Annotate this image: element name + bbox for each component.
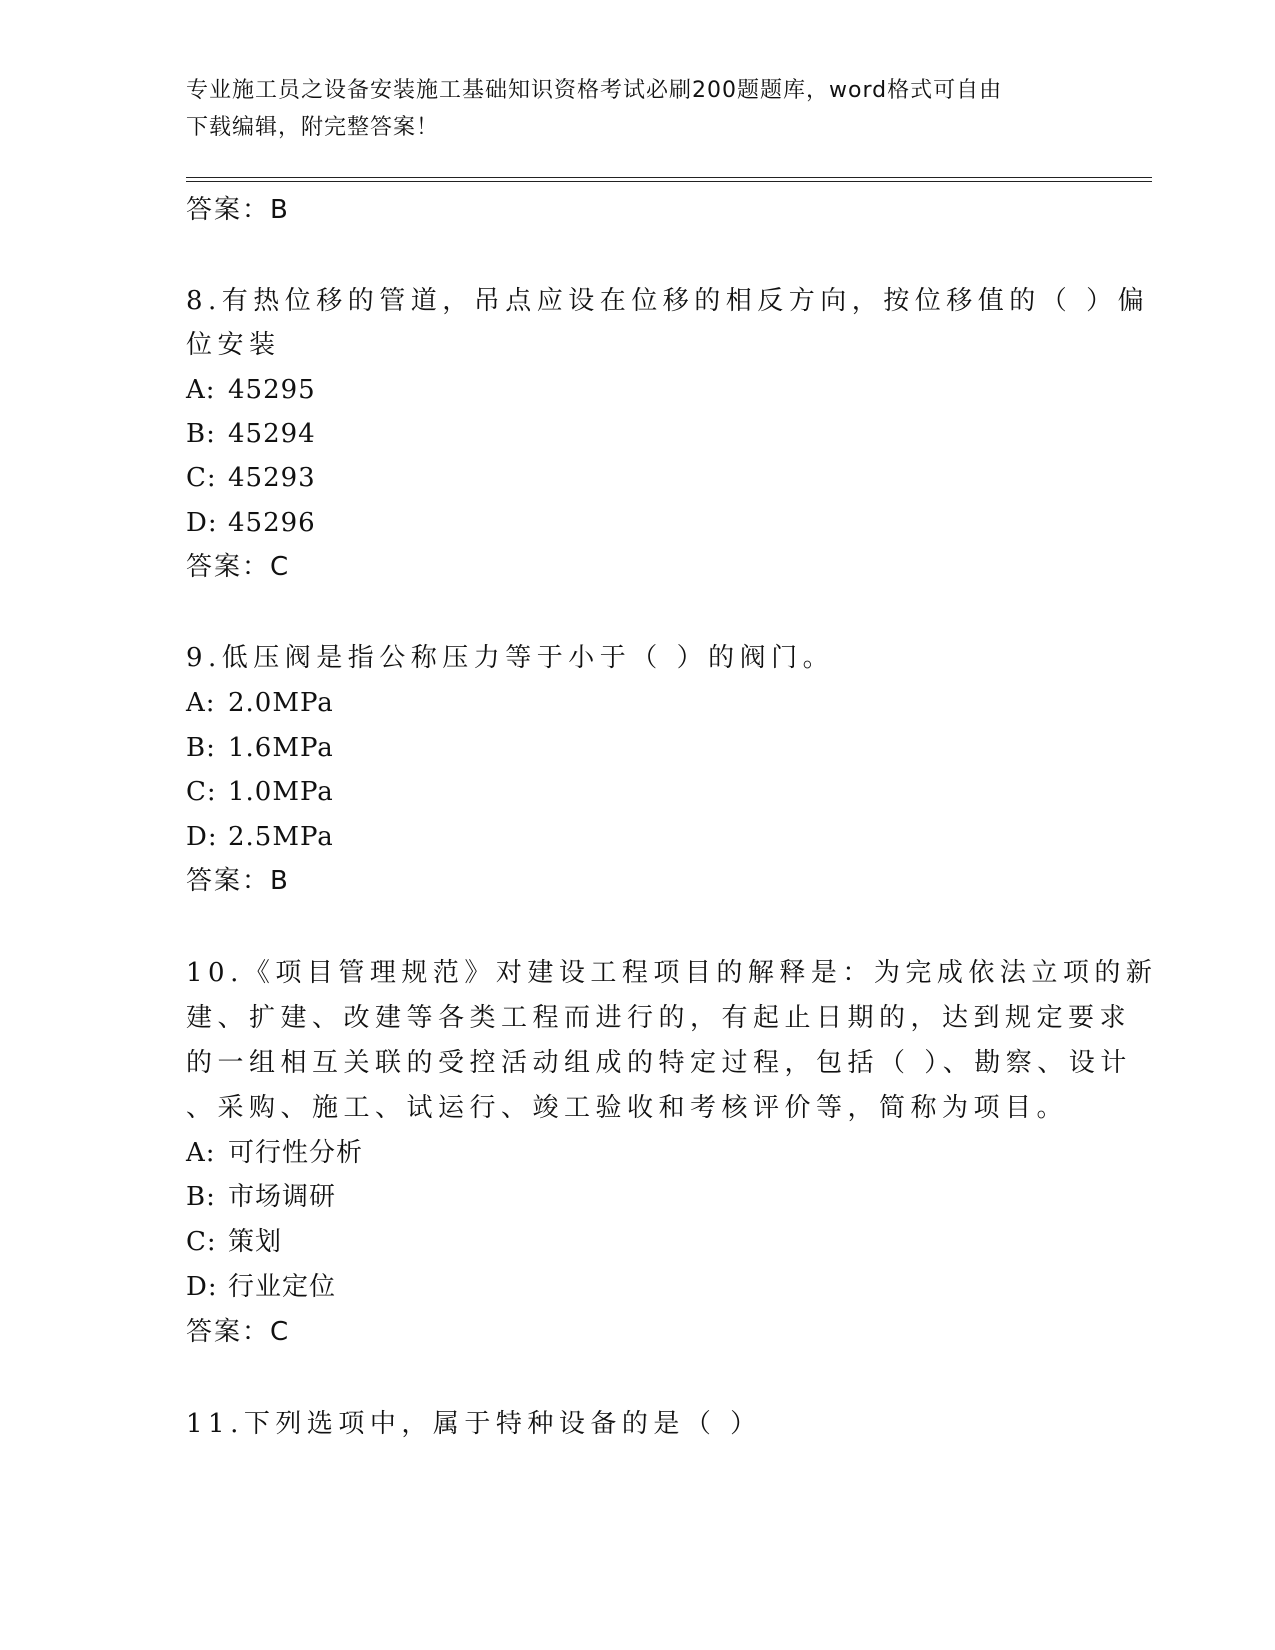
question-9-line-1: 9.低压阀是指公称压力等于小于（ ）的阀门。	[186, 643, 835, 673]
question-8-line-2: 位安装	[186, 330, 281, 360]
previous-answer: 答案：B	[186, 195, 290, 225]
question-8-line-1: 8.有热位移的管道，吊点应设在位移的相反方向，按位移值的（ ）偏	[186, 286, 1150, 316]
question-10-line-2: 建、扩建、改建等各类工程而进行的，有起止日期的，达到规定要求	[186, 1003, 1132, 1033]
header-line-2: 下载编辑，附完整答案！	[186, 115, 440, 140]
question-8-option-c: C: 45293	[186, 463, 316, 493]
question-11-line-1: 11.下列选项中，属于特种设备的是（ ）	[186, 1409, 762, 1439]
question-10-option-d: D: 行业定位	[186, 1272, 337, 1302]
question-8-option-a: A: 45295	[186, 375, 316, 405]
question-9-option-b: B: 1.6MPa	[186, 733, 334, 763]
header-line-1: 专业施工员之设备安装施工基础知识资格考试必刷200题题库，word格式可自由	[186, 78, 1003, 103]
question-9-option-c: C: 1.0MPa	[186, 777, 334, 807]
question-8-option-b: B: 45294	[186, 419, 316, 449]
question-10-line-4: 、采购、施工、试运行、竣工验收和考核评价等，简称为项目。	[186, 1093, 1069, 1123]
document-header	[186, 72, 1076, 146]
question-10-option-b: B: 市场调研	[186, 1182, 337, 1212]
question-9-option-a: A: 2.0MPa	[186, 688, 334, 718]
question-9-option-d: D: 2.5MPa	[186, 822, 334, 852]
question-10-option-c: C: 策划	[186, 1227, 283, 1257]
question-10-line-1: 10.《项目管理规范》对建设工程项目的解释是：为完成依法立项的新	[186, 958, 1158, 988]
question-9-answer: 答案：B	[186, 866, 290, 896]
question-8-option-d: D: 45296	[186, 508, 316, 538]
question-8-answer: 答案：C	[186, 552, 291, 582]
question-10-option-a: A: 可行性分析	[186, 1138, 364, 1168]
header-divider-top	[186, 177, 1152, 178]
question-10-answer: 答案：C	[186, 1317, 291, 1347]
question-10-line-3: 的一组相互关联的受控活动组成的特定过程，包括（ ）、勘察、设计	[186, 1048, 1132, 1078]
header-divider-bottom	[186, 181, 1152, 182]
